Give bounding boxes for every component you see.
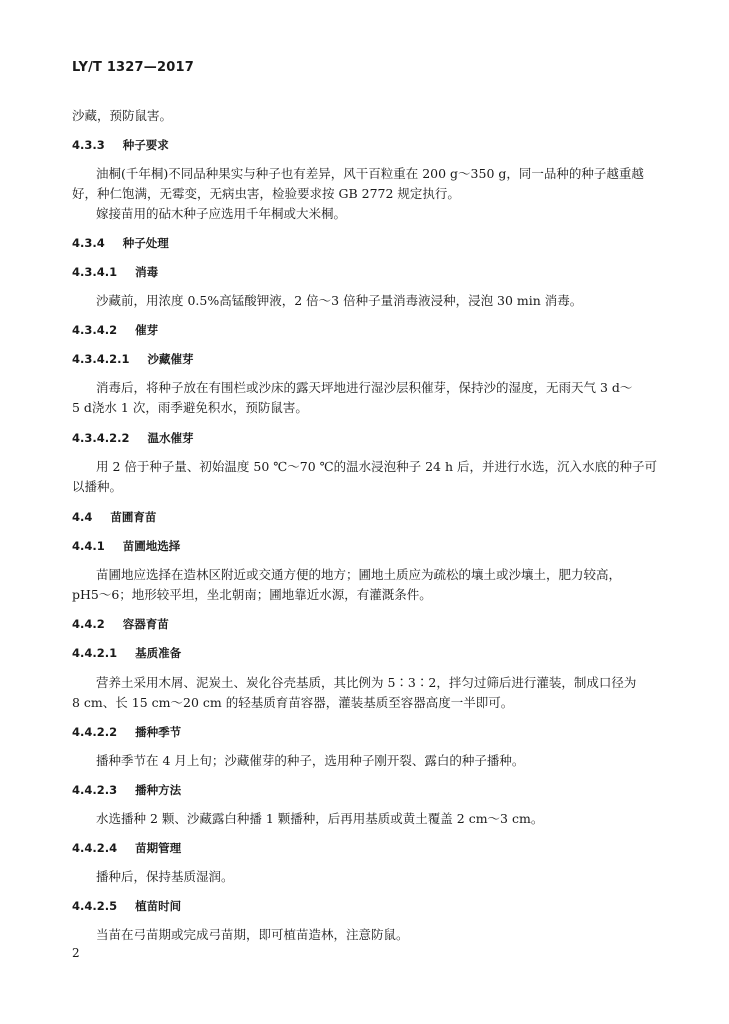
section-heading-4-3-3: [72, 137, 169, 153]
section-heading-4-3-4-1: [72, 264, 158, 280]
section-number: 4.4.2.3: [72, 783, 118, 797]
section-number: 4.4.2.5: [72, 899, 118, 913]
section-heading-4-3-4-2-1: [72, 351, 193, 367]
section-title: 基质准备: [135, 646, 182, 660]
paragraph-line: 5 d浇水 1 次，雨季避免积水，预防鼠害。: [72, 400, 308, 415]
section-number: 4.4.2.2: [72, 725, 118, 739]
section-number: 4.4.2: [72, 617, 105, 631]
paragraph-line: 沙藏前，用浓度 0.5%高锰酸钾液，2 倍～3 倍种子量消毒液浸种，浸泡 30 min 消毒。: [96, 293, 583, 308]
section-title: 容器育苗: [122, 617, 169, 631]
section-title: 苗圃地选择: [122, 539, 181, 553]
section-title: 消毒: [135, 265, 159, 279]
section-heading-4-4-2-1: [72, 645, 181, 661]
section-title: 播种方法: [135, 783, 182, 797]
section-number: 4.3.4.2.2: [72, 431, 130, 445]
paragraph-line: pH5～6；地形较平坦，坐北朝南；圃地靠近水源，有灌溉条件。: [72, 587, 432, 602]
section-heading-4-4-2-2: [72, 724, 181, 740]
paragraph-line: 油桐(千年桐)不同品种果实与种子也有差异，风干百粒重在 200 g～350 g，同一品种的种子越重越: [96, 166, 644, 181]
section-number: 4.4.1: [72, 539, 105, 553]
paragraph-line: 以播种。: [72, 479, 123, 494]
section-heading-4-4-2-3: [72, 782, 181, 798]
paragraph-line: 当苗在弓苗期或完成弓苗期，即可植苗造林，注意防鼠。: [96, 927, 409, 942]
paragraph-line: 水选播种 2 颗、沙藏露白种播 1 颗播种，后再用基质或黄土覆盖 2 cm～3 cm。: [96, 811, 544, 826]
paragraph-line: 用 2 倍于种子量、初始温度 50 ℃～70 ℃的温水浸泡种子 24 h 后，并进行水选，沉入水底的种子可: [96, 459, 657, 474]
section-heading-4-3-4-2-2: [72, 430, 193, 446]
section-title: 植苗时间: [135, 899, 182, 913]
section-number: 4.3.4.2: [72, 323, 118, 337]
section-title: 种子处理: [122, 236, 169, 250]
section-heading-4-3-4-2: [72, 322, 158, 338]
paragraph-line: 沙藏，预防鼠害。: [72, 108, 173, 123]
paragraph-line: 播种后，保持基质湿润。: [96, 869, 234, 884]
paragraph-line: 8 cm、长 15 cm～20 cm 的轻基质育苗容器，灌装基质至容器高度一半即可。: [72, 695, 514, 710]
section-title: 催芽: [135, 323, 159, 337]
section-heading-4-4-2-4: [72, 840, 181, 856]
paragraph-line: 好，种仁饱满，无霉变，无病虫害，检验要求按 GB 2772 规定执行。: [72, 186, 460, 201]
section-number: 4.3.4.1: [72, 265, 118, 279]
section-number: 4.4.2.1: [72, 646, 118, 660]
section-number: 4.3.4.2.1: [72, 352, 130, 366]
section-title: 苗圃育苗: [110, 510, 157, 524]
section-title: 种子要求: [122, 138, 169, 152]
section-heading-4-4-1: [72, 538, 180, 554]
section-heading-4-4-2-5: [72, 898, 181, 914]
section-heading-4-4: [72, 509, 156, 525]
section-heading-4-4-2: [72, 616, 169, 632]
section-heading-4-3-4: [72, 235, 169, 251]
paragraph-line: 嫁接苗用的砧木种子应选用千年桐或大米桐。: [96, 206, 347, 221]
section-number: 4.4.2.4: [72, 841, 118, 855]
page-number: 2: [72, 946, 80, 960]
section-title: 温水催芽: [147, 431, 194, 445]
section-number: 4.3.4: [72, 236, 105, 250]
document-code: LY/T 1327—2017: [72, 60, 194, 75]
paragraph-line: 营养土采用木屑、泥炭土、炭化谷壳基质，其比例为 5∶3∶2，拌匀过筛后进行灌装，制成口径为: [96, 675, 637, 690]
section-title: 沙藏催芽: [147, 352, 194, 366]
section-title: 播种季节: [135, 725, 182, 739]
paragraph-line: 苗圃地应选择在造林区附近或交通方便的地方；圃地土质应为疏松的壤土或沙壤土，肥力较高，: [96, 567, 622, 582]
paragraph-line: 消毒后，将种子放在有围栏或沙床的露天坪地进行湿沙层积催芽，保持沙的湿度，无雨天气 3 d～: [96, 380, 633, 395]
section-number: 4.4: [72, 510, 93, 524]
section-title: 苗期管理: [135, 841, 182, 855]
paragraph-line: 播种季节在 4 月上旬；沙藏催芽的种子，选用种子刚开裂、露白的种子播种。: [96, 753, 525, 768]
section-number: 4.3.3: [72, 138, 105, 152]
